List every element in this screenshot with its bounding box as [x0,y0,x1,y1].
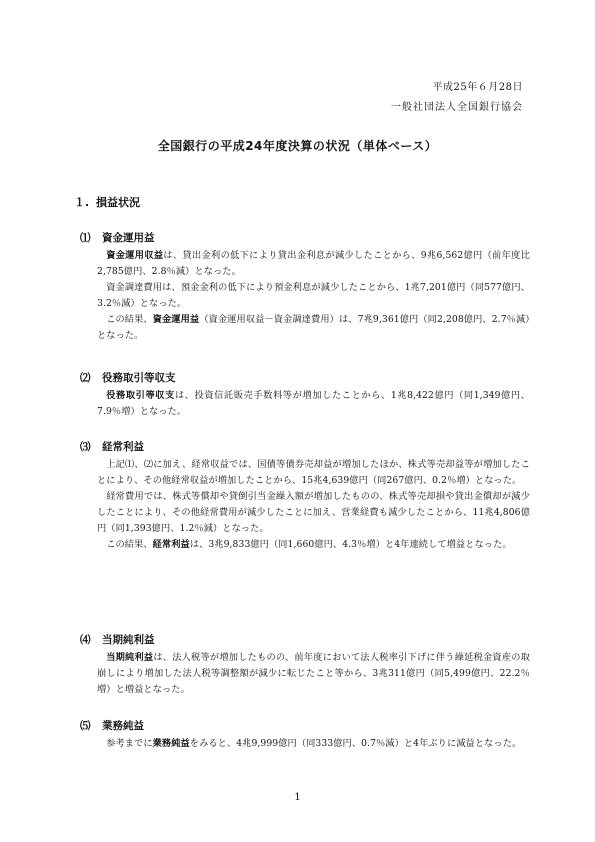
subsection-1 [80,230,530,344]
document-title: 全国銀行の平成24年度決算の状況（単体ベース） [157,139,438,153]
subsection-heading [80,370,530,388]
issuing-organization: 一般社団法人全国銀行協会 [391,102,523,113]
document-date: 平成25年６月28日 [432,82,523,93]
subsection-number: ⑴ [80,232,91,244]
paragraph [97,489,530,537]
bold-term: 資金運用益 [152,314,200,325]
subsection-heading [80,230,530,248]
bold-term: 経常利益 [152,539,190,550]
paragraph-text: この結果、 [106,314,153,325]
paragraph [97,248,530,280]
paragraph-text: は、貸出金利の低下により貸出金利息が減少したことから、9兆6,562億円（前年度比2,785億円、2.8％減）となった。 [97,250,530,277]
subsection-heading [80,439,530,457]
page-number: 1 [294,792,301,803]
subsection-number: ⑵ [80,372,91,384]
section-heading [74,194,140,210]
paragraph-text: （資金運用収益－資金調達費用）は、7兆9,361億円（同2,208億円、2.7％減）となった。 [97,314,530,341]
bold-term: 当期純利益 [106,652,154,663]
subsection-heading [80,632,530,650]
subsection-number: ⑸ [80,720,91,732]
subsection-number: ⑷ [80,634,91,646]
paragraph [97,537,530,553]
subsection-5 [80,718,530,752]
paragraph-text: 経常費用では、株式等償却や貸倒引当金繰入額が増加したものの、株式等売却損や貸出金償却が減少したことにより、その他経常費用が減少したことに加え、営業経費も減少したことから、11兆4,806億円（同1,393億円、1.2％減）となった。 [97,491,530,534]
paragraph [97,457,530,489]
subsection-4 [80,632,530,698]
paragraph [97,650,530,698]
subsection-3 [80,439,530,553]
section-number: １. [74,196,90,209]
section-label: 損益状況 [96,196,140,209]
paragraph-text: は、投資信託販売手数料等が増加したことから、1兆8,422億円（同1,349億円、7.9％増）となった。 [97,390,530,417]
paragraph-text: この結果、 [106,539,153,550]
subsection-heading [80,718,530,736]
paragraph-text: は、法人税等が増加したものの、前年度において法人税率引下げに伴う繰延税金資産の取崩しにより増加した法人税等調整額が減少に転じたこと等から、3兆311億円（同5,499億円、22.2％増）と増益となった。 [97,652,530,695]
subsection-label: 資金運用益 [102,232,155,244]
subsection-label: 業務純益 [102,720,144,732]
paragraph-text: は、3兆9,833億円（同1,660億円、4.3％増）と4年連続して増益となった。 [189,539,512,550]
bold-term: 役務取引等収支 [106,390,175,401]
paragraph-text: をみると、4兆9,999億円（同333億円、0.7％減）と4年ぶりに減益となった。 [189,738,522,749]
paragraph-text: 上記⑴、⑵に加え、経常収益では、国債等債券売却益が増加したほか、株式等売却益等が増加したことにより、その他経常収益が増加したことから、15兆4,639億円（同267億円、0.2％増）となった。 [97,459,530,486]
paragraph [97,388,530,420]
subsection-2 [80,370,530,420]
subsection-label: 役務取引等収支 [102,372,176,384]
paragraph-text: 資金調達費用は、預金金利の低下により預金利息が減少したことから、1兆7,201億円（同577億円、3.2％減）となった。 [97,282,530,309]
subsection-label: 経常利益 [102,441,144,453]
paragraph [97,280,530,312]
bold-term: 資金運用収益 [106,250,164,261]
subsection-label: 当期純利益 [102,634,155,646]
paragraph-text: 参考までに [106,738,153,749]
paragraph [97,312,530,344]
paragraph [97,736,530,752]
subsection-number: ⑶ [80,441,91,453]
bold-term: 業務純益 [152,738,190,749]
